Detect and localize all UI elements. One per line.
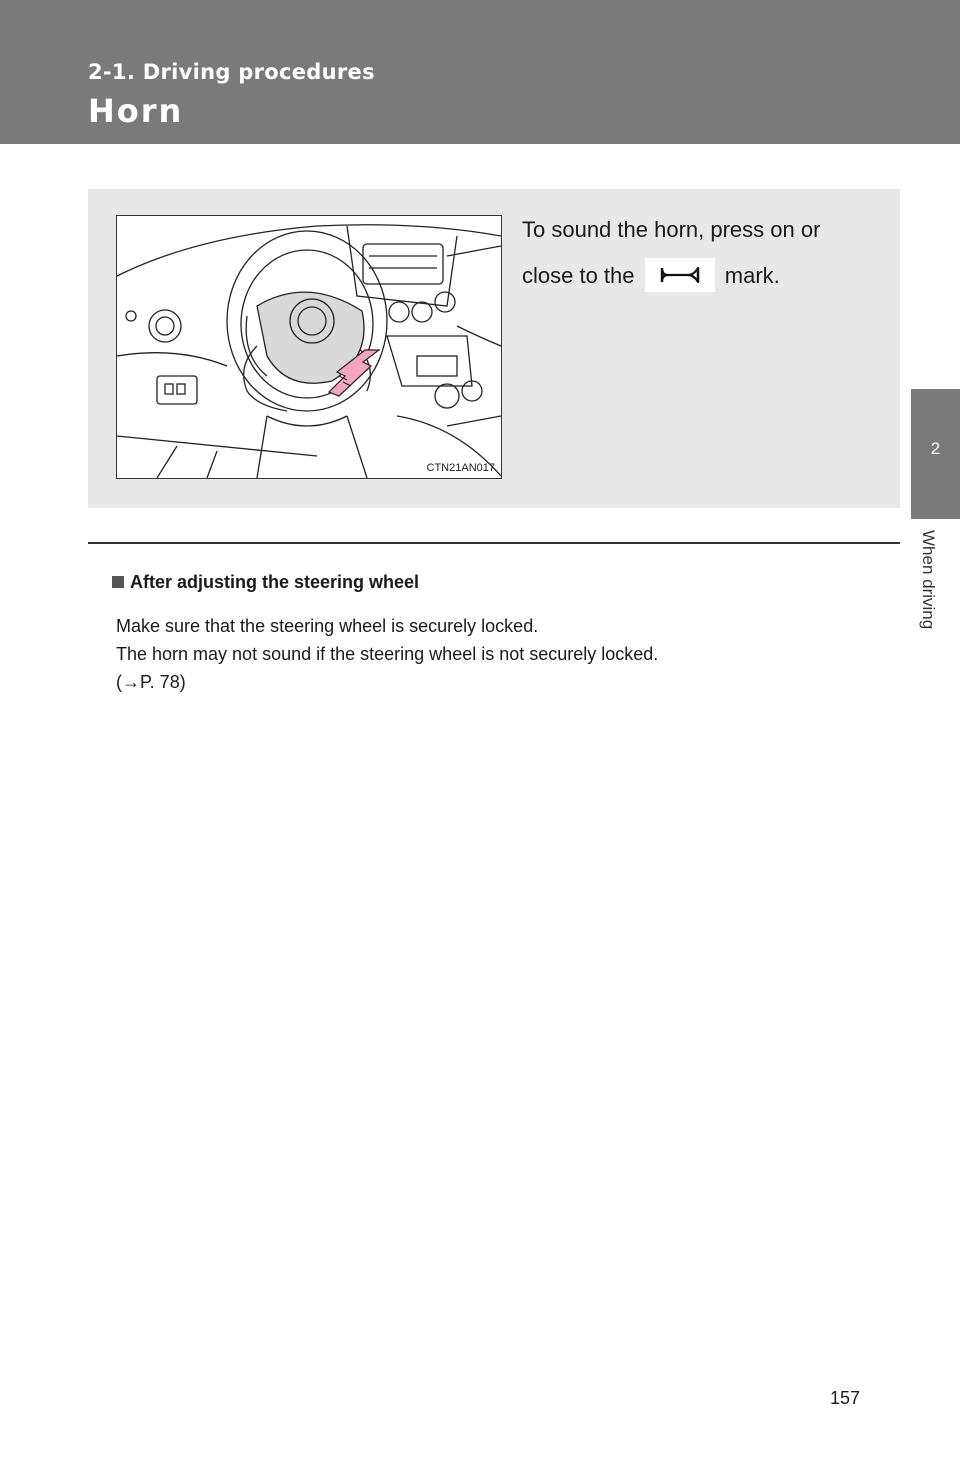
chapter-tab[interactable] [911,389,960,519]
page-header [0,0,960,144]
note-heading: After adjusting the steering wheel [112,572,419,593]
page-number: 157 [830,1388,861,1408]
note-line: The horn may not sound if the steering wheel is not securely locked. [116,644,659,664]
illustration-code: CTN21AN017 [426,462,495,474]
steering-wheel-drawing [117,216,501,478]
note-body [116,612,876,696]
instruction-line-2: close to the mark. [522,253,882,299]
chapter-number: 2 [930,439,941,458]
horn-panel [88,189,900,508]
chapter-label: When driving [919,530,938,630]
section-title: 2-1. Driving procedures [88,60,375,84]
bullet-square-icon [112,576,124,588]
steering-wheel-illustration [116,215,502,479]
section-divider [88,542,900,544]
horn-icon [645,258,715,292]
note-line: Make sure that the steering wheel is securely locked. [116,616,539,636]
page-title: Horn [88,92,184,130]
instruction-line-1: To sound the horn, press on or [522,217,821,242]
page-reference-link[interactable]: (→P. 78) [116,672,186,692]
horn-instruction [522,207,882,299]
